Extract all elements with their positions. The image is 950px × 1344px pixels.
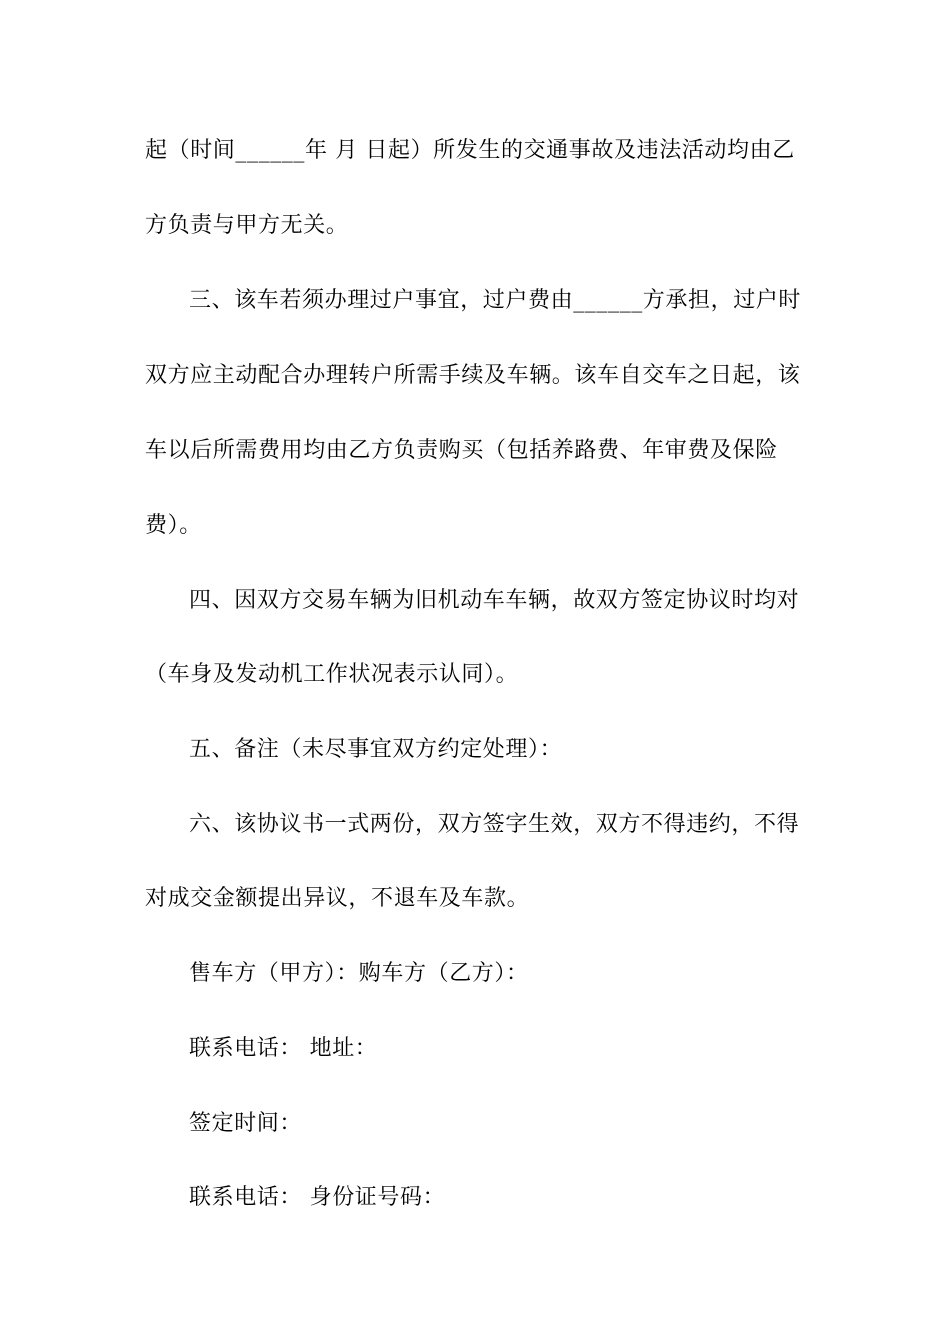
- parties-signature-line: 售车方（甲方）：购车方（乙方）：: [189, 961, 529, 986]
- paragraph-2-line-2: 方负责与甲方无关。: [145, 213, 349, 238]
- contact-id-line: 联系电话： 身份证号码：: [189, 1185, 446, 1210]
- paragraph-2-line-1: 起（时间______年 月 日起）所发生的交通事故及违法活动均由乙: [145, 138, 795, 163]
- clause-4-line-2: （车身及发动机工作状况表示认同）。: [145, 662, 519, 687]
- clause-4-line-1: 四、因双方交易车辆为旧机动车车辆，故双方签定协议时均对: [189, 588, 800, 613]
- clause-3-line-3: 车以后所需费用均由乙方负责购买（包括养路费、年审费及保险: [145, 438, 778, 463]
- clause-3-line-4: 费）。: [145, 513, 202, 538]
- contact-address-line: 联系电话： 地址：: [189, 1036, 378, 1061]
- clause-6-line-1: 六、该协议书一式两份，双方签字生效，双方不得违约，不得: [189, 812, 800, 837]
- clause-6-line-2: 对成交金额提出异议，不退车及车款。: [145, 886, 530, 911]
- signing-date-line: 签定时间：: [189, 1111, 303, 1136]
- clause-3-line-1: 三、该车若须办理过户事宜，过户费由______方承担，过户时: [189, 288, 802, 313]
- clause-5-remarks: 五、备注（未尽事宜双方约定处理）：: [189, 737, 563, 762]
- clause-3-line-2: 双方应主动配合办理转户所需手续及车辆。该车自交车之日起，该: [145, 363, 801, 388]
